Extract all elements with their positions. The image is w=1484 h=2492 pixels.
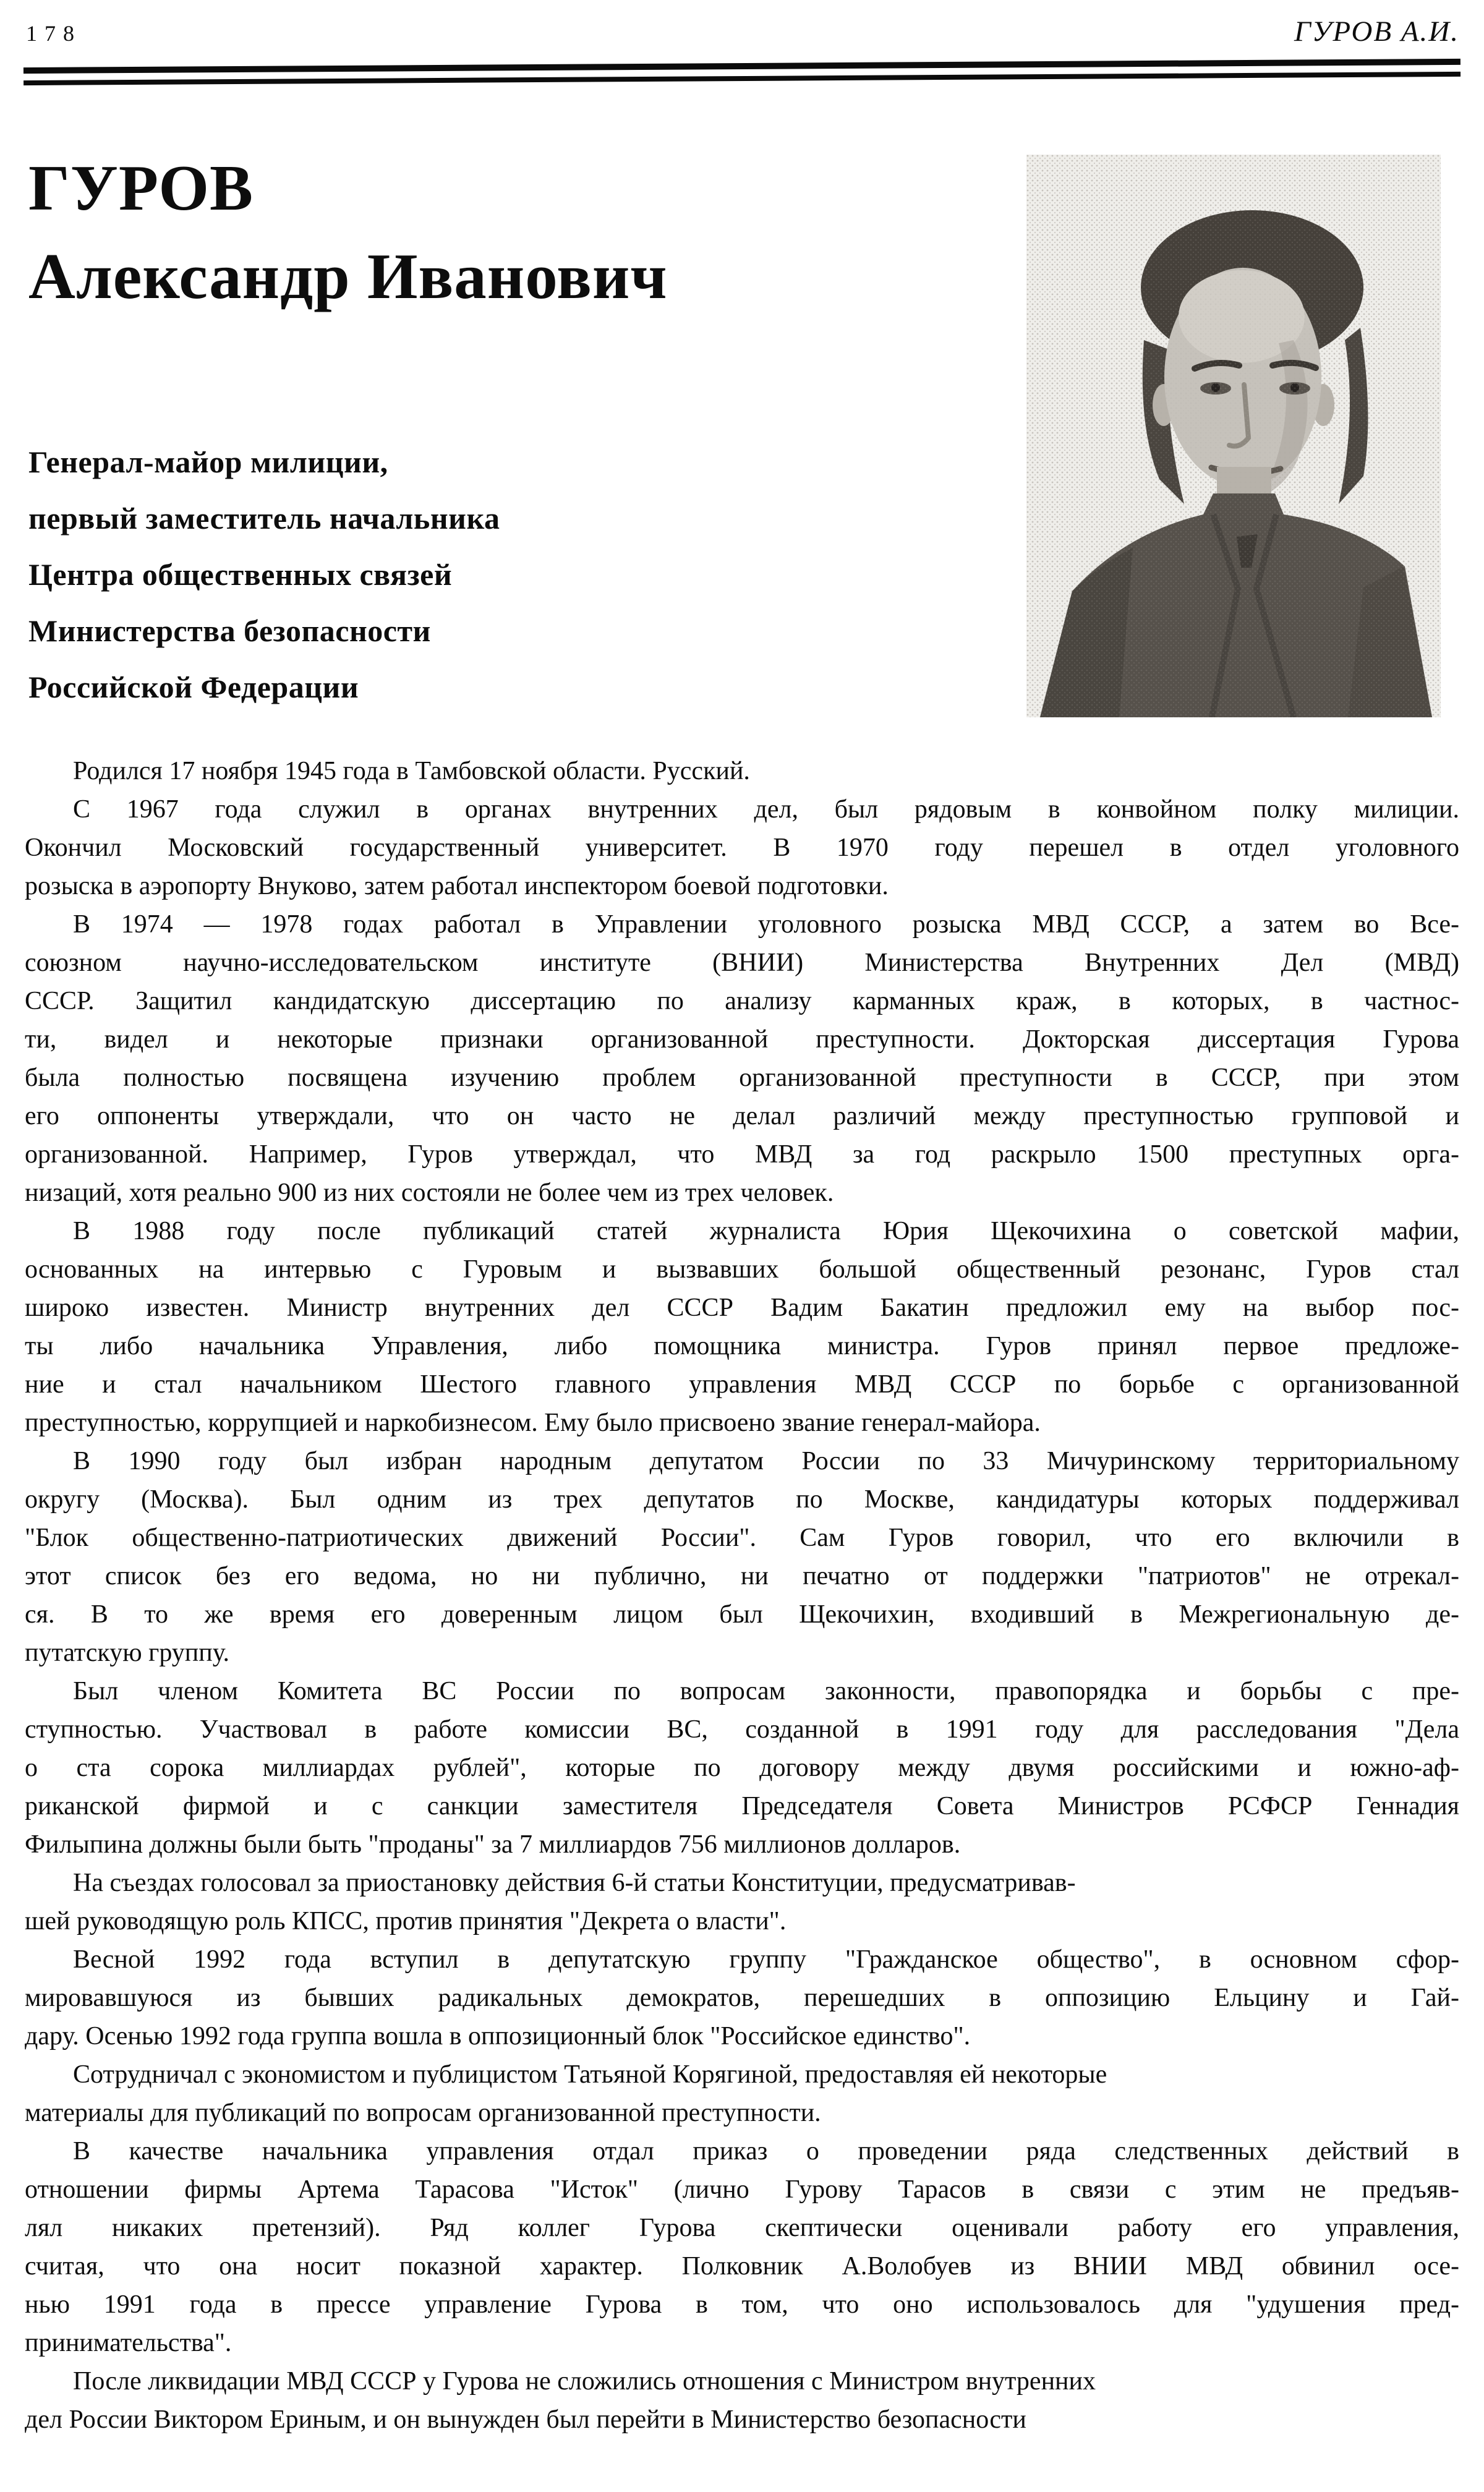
text-line: В 1990 году был избран народным депутатом России по 33 Мичуринскому территориальному bbox=[73, 1447, 1459, 1475]
text-line: Сотрудничал с экономистом и публицистом Татьяной Корягиной, предоставляя ей некоторые bbox=[73, 2060, 1107, 2089]
text-line: широко известен. Министр внутренних дел СССР Вадим Бакатин предложил ему на выбор пос- bbox=[25, 1294, 1459, 1322]
page-header bbox=[26, 15, 1459, 48]
text-line: СССР. Защитил кандидатскую диссертацию по анализу карманных краж, в которых, в частнос- bbox=[25, 987, 1459, 1015]
position-block bbox=[28, 434, 500, 715]
text-line: материалы для публикаций по вопросам организованной преступности. bbox=[25, 2099, 821, 2127]
paragraph bbox=[25, 2362, 1459, 2439]
text-line: ступностью. Участвовал в работе комиссии ВС, созданной в 1991 году для расследования "Дела bbox=[25, 1715, 1459, 1744]
text-line: После ликвидации МВД СССР у Гурова не сложились отношения с Министром внутренних bbox=[73, 2367, 1096, 2396]
text-line: преступностью, коррупцией и наркобизнесом. Ему было присвоено звание генерал-майора. bbox=[25, 1409, 1041, 1437]
position-line: первый заместитель начальника bbox=[28, 501, 500, 536]
text-line: организованной. Например, Гуров утверждал, что МВД за год раскрыло 1500 преступных орга- bbox=[25, 1140, 1459, 1169]
text-line: С 1967 года служил в органах внутренних дел, был рядовым в конвойном полку милиции. bbox=[73, 795, 1459, 824]
body-text bbox=[25, 752, 1459, 2439]
text-line: дару. Осенью 1992 года группа вошла в оппозиционный блок "Российское единство". bbox=[25, 2022, 971, 2050]
text-line: ты либо начальника Управления, либо помощника министра. Гуров принял первое предложе- bbox=[25, 1332, 1459, 1360]
position-line: Российской Федерации bbox=[28, 670, 359, 704]
position-line: Министерства безопасности bbox=[28, 613, 431, 648]
text-line: округу (Москва). Был одним из трех депутатов по Москве, кандидатуры которых поддерживал bbox=[25, 1485, 1459, 1514]
paragraph bbox=[25, 1442, 1459, 1672]
text-line: основанных на интервью с Гуровым и вызвавших большой общественный резонанс, Гуров стал bbox=[25, 1255, 1459, 1284]
text-line: Филыпина должны были быть "проданы" за 7 миллиардов 756 миллионов долларов. bbox=[25, 1830, 961, 1859]
text-line: считая, что она носит показной характер. Полковник А.Волобуев из ВНИИ МВД обвинил осе- bbox=[25, 2252, 1459, 2281]
text-line: принимательства". bbox=[25, 2329, 232, 2357]
text-line: розыска в аэропорту Внуково, затем работал инспектором боевой подготовки. bbox=[25, 872, 889, 900]
paragraph bbox=[25, 1940, 1459, 2055]
text-line: была полностью посвящена изучению проблем организованной преступности в СССР, при этом bbox=[25, 1064, 1459, 1092]
rule-bottom-line bbox=[23, 72, 1461, 85]
running-title: ГУРОВ А.И. bbox=[1294, 15, 1459, 48]
paragraph bbox=[25, 1864, 1459, 1940]
position-line: Генерал-майор милиции, bbox=[28, 445, 388, 479]
text-line: В 1988 году после публикаций статей журналиста Юрия Щекочихина о советской мафии, bbox=[73, 1217, 1459, 1245]
position-line: Центра общественных связей bbox=[28, 557, 453, 592]
paragraph bbox=[25, 905, 1459, 1212]
text-line: союзном научно-исследовательском институте (ВНИИ) Министерства Внутренних Дел (МВД) bbox=[25, 949, 1459, 977]
text-line: "Блок общественно-патриотических движений России". Сам Гуров говорил, что его включили в bbox=[25, 1524, 1459, 1552]
text-line: низаций, хотя реально 900 из них состояли не более чем из трех человек. bbox=[25, 1179, 834, 1207]
text-line: нью 1991 года в прессе управление Гурова в том, что оно использовалось для "удушения пред- bbox=[25, 2290, 1459, 2319]
paragraph bbox=[25, 2055, 1459, 2132]
text-line: На съездах голосовал за приостановку действия 6-й статьи Конституции, предусматривав- bbox=[73, 1869, 1076, 1897]
portrait-photo bbox=[1026, 155, 1441, 717]
text-line: ти, видел и некоторые признаки организованной преступности. Докторская диссертация Гурова bbox=[25, 1025, 1459, 1054]
rule-top-line bbox=[23, 59, 1461, 74]
text-line: шей руководящую роль КПСС, против принятия "Декрета о власти". bbox=[25, 1907, 787, 1935]
paragraph bbox=[25, 1672, 1459, 1864]
text-line: отношении фирмы Артема Тарасова "Исток" (лично Гурову Тарасов в связи с этим не предъяв- bbox=[25, 2175, 1459, 2204]
text-line: ние и стал начальником Шестого главного управления МВД СССР по борьбе с организованной bbox=[25, 1370, 1459, 1399]
text-line: мировавшуюся из бывших радикальных демократов, перешедших в оппозицию Ельцину и Гай- bbox=[25, 1984, 1459, 2012]
text-line: этот список без его ведома, но ни публично, ни печатно от поддержки "патриотов" не отрекал- bbox=[25, 1562, 1459, 1590]
title-name-patronymic: Александр Иванович bbox=[28, 240, 668, 312]
title-surname: ГУРОВ bbox=[28, 151, 254, 224]
text-line: ся. В то же время его доверенным лицом был Щекочихин, входивший в Межрегиональную де- bbox=[25, 1600, 1459, 1629]
text-line: риканской фирмой и с санкции заместителя Председателя Совета Министров РСФСР Геннадия bbox=[25, 1792, 1459, 1820]
page-number: 178 bbox=[26, 21, 82, 46]
paragraph bbox=[25, 752, 1459, 790]
paragraph bbox=[25, 1212, 1459, 1442]
text-line: В качестве начальника управления отдал приказ о проведении ряда следственных действий в bbox=[73, 2137, 1459, 2166]
text-line: Был членом Комитета ВС России по вопросам законности, правопорядка и борьбы с пре- bbox=[73, 1677, 1459, 1705]
text-line: о ста сорока миллиардах рублей", которые по договору между двумя российскими и южно-аф- bbox=[25, 1754, 1459, 1782]
double-rule bbox=[23, 59, 1461, 85]
text-line: путатскую группу. bbox=[25, 1639, 230, 1667]
article-title bbox=[28, 143, 668, 320]
paragraph bbox=[25, 790, 1459, 905]
text-line: Родился 17 ноября 1945 года в Тамбовской области. Русский. bbox=[73, 757, 750, 785]
text-line: В 1974 — 1978 годах работал в Управлении уголовного розыска МВД СССР, а затем во Все- bbox=[73, 910, 1459, 939]
paragraph bbox=[25, 2132, 1459, 2362]
text-line: Окончил Московский государственный университет. В 1970 году перешел в отдел уголовного bbox=[25, 834, 1459, 862]
text-line: дел России Виктором Ериным, и он вынужден был перейти в Министерство безопасности bbox=[25, 2405, 1026, 2434]
text-line: его оппоненты утверждали, что он часто не делал различий между преступностью групповой и bbox=[25, 1102, 1459, 1130]
text-line: Весной 1992 года вступил в депутатскую группу "Гражданское общество", в основном сфор- bbox=[73, 1945, 1459, 1974]
portrait-illustration bbox=[1026, 155, 1441, 717]
text-line: лял никаких претензий). Ряд коллег Гурова скептически оценивали работу его управления, bbox=[25, 2214, 1459, 2242]
